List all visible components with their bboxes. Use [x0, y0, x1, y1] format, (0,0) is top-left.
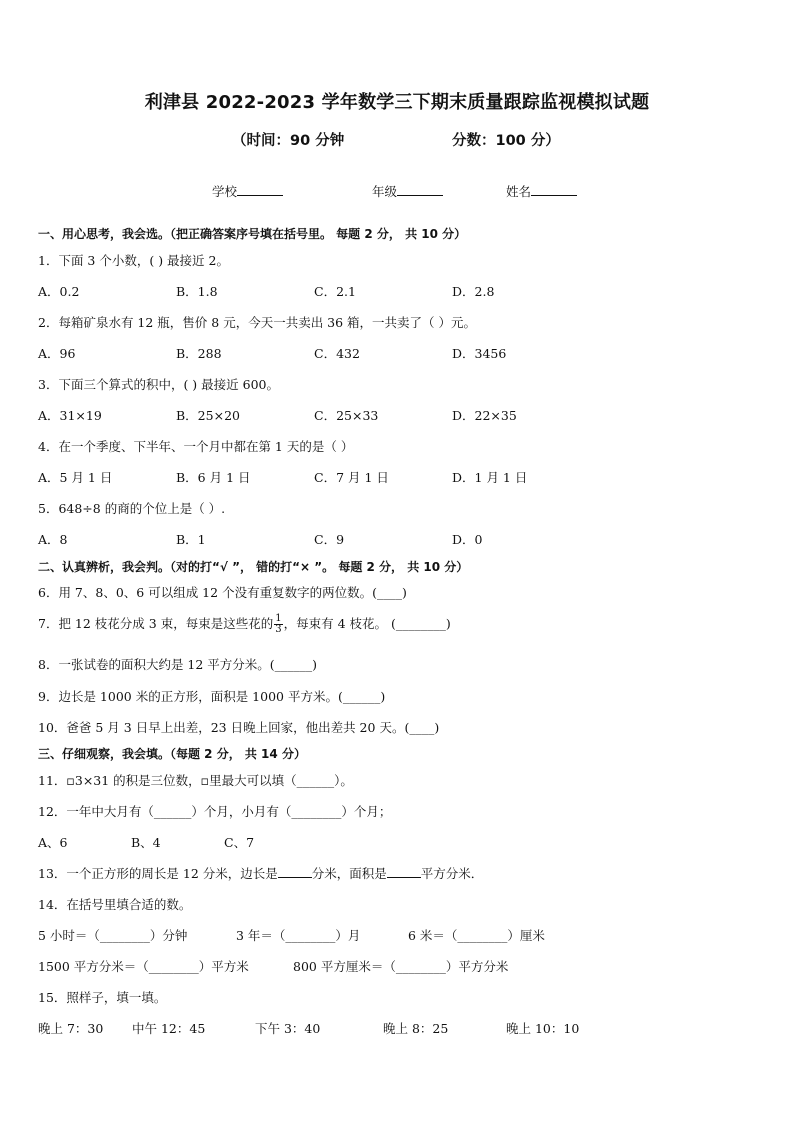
question-14: 14．在括号里填合适的数。	[38, 897, 192, 912]
grade-blank[interactable]	[397, 183, 443, 196]
q12-option-c[interactable]: C、7	[224, 835, 255, 850]
q15-time-5: 晚上 10：10	[506, 1021, 580, 1036]
grade-label: 年级	[372, 184, 398, 199]
q14-item-sq-cm: 800 平方厘米＝（________）平方分米	[293, 959, 509, 974]
q14-item-meters: 6 米＝（________）厘米	[408, 928, 545, 943]
q7-text-pre: 7．把 12 枝花分成 3 束，每束是这些花的	[38, 616, 274, 631]
school-blank[interactable]	[237, 183, 283, 196]
name-label: 姓名	[506, 184, 532, 199]
q13-text-post: 平方分米．	[420, 866, 484, 881]
q1-option-d[interactable]: D．2.8	[452, 284, 495, 299]
exam-score: 分数：100 分）	[452, 133, 560, 149]
question-2: 2．每箱矿泉水有 12 瓶，售价 8 元，今天一共卖出 36 箱，一共卖了（ ）元。	[38, 315, 477, 330]
question-6: 6．用 7、8、0、6 可以组成 12 个没有重复数字的两位数。(____)	[38, 585, 407, 600]
q5-option-b[interactable]: B．1	[176, 532, 206, 547]
page-title: 利津县 2022-2023 学年数学三下期末质量跟踪监视模拟试题	[144, 92, 650, 113]
q14-item-sq-dm: 1500 平方分米＝（________）平方米	[38, 959, 249, 974]
question-15: 15．照样子，填一填。	[38, 990, 167, 1005]
q5-option-c[interactable]: C．9	[314, 532, 345, 547]
q3-option-b[interactable]: B．25×20	[176, 408, 240, 423]
question-13	[38, 864, 483, 882]
q2-option-d[interactable]: D．3456	[452, 346, 507, 361]
question-7	[38, 614, 451, 635]
question-5: 5．648÷8 的商的个位上是（ ）.	[38, 501, 226, 516]
q3-option-a[interactable]: A．31×19	[38, 408, 102, 423]
name-blank[interactable]	[531, 183, 577, 196]
fraction-denominator: 3	[275, 624, 282, 635]
q13-text-mid: 分米，面积是	[311, 866, 387, 881]
q14-item-years: 3 年＝（________）月	[236, 928, 361, 943]
exam-time: （时间：90 分钟	[232, 133, 345, 149]
q1-option-b[interactable]: B．1.8	[176, 284, 218, 299]
school-label: 学校	[212, 184, 238, 199]
q12-option-a[interactable]: A、6	[38, 835, 68, 850]
q3-option-d[interactable]: D．22×35	[452, 408, 517, 423]
section-3-heading: 三、仔细观察，我会填。（每题 2 分， 共 14 分）	[38, 747, 306, 761]
q1-option-c[interactable]: C．2.1	[314, 284, 356, 299]
q7-text-post: ，每束有 4 枝花。 (________)	[283, 616, 451, 631]
question-11: 11．▫3×31 的积是三位数，▫里最大可以填（______）。	[38, 773, 353, 788]
fraction-one-third	[274, 614, 282, 635]
q15-time-3: 下午 3：40	[255, 1021, 321, 1036]
q2-option-c[interactable]: C．432	[314, 346, 360, 361]
question-1: 1．下面 3 个小数，( ) 最接近 2。	[38, 253, 229, 268]
question-4: 4．在一个季度、下半年、一个月中都在第 1 天的是（ ）	[38, 439, 354, 454]
q4-option-a[interactable]: A．5 月 1 日	[38, 470, 113, 485]
fraction-numerator: 1	[275, 613, 282, 624]
q1-option-a[interactable]: A．0.2	[38, 284, 80, 299]
q3-option-c[interactable]: C．25×33	[314, 408, 379, 423]
q15-time-1: 晚上 7：30	[38, 1021, 104, 1036]
question-9: 9．边长是 1000 米的正方形，面积是 1000 平方米。(______)	[38, 689, 386, 704]
q15-time-4: 晚上 8：25	[383, 1021, 449, 1036]
name-field[interactable]	[506, 182, 577, 200]
section-1-heading: 一、用心思考，我会选。（把正确答案序号填在括号里。 每题 2 分， 共 10 分）	[38, 227, 467, 241]
question-12: 12．一年中大月有（______）个月，小月有（________）个月；	[38, 804, 392, 819]
q14-item-hours: 5 小时＝（________）分钟	[38, 928, 188, 943]
q13-text-pre: 13．一个正方形的周长是 12 分米，边长是	[38, 866, 278, 881]
q2-option-b[interactable]: B．288	[176, 346, 222, 361]
q13-blank-area[interactable]	[387, 865, 421, 878]
q5-option-d[interactable]: D．0	[452, 532, 483, 547]
q4-option-b[interactable]: B．6 月 1 日	[176, 470, 251, 485]
question-10: 10．爸爸 5 月 3 日早上出差，23 日晚上回家，他出差共 20 天。(____)	[38, 720, 440, 735]
q2-option-a[interactable]: A．96	[38, 346, 76, 361]
q15-time-2: 中午 12：45	[132, 1021, 206, 1036]
school-field[interactable]	[212, 182, 283, 200]
q4-option-c[interactable]: C．7 月 1 日	[314, 470, 389, 485]
q13-blank-side[interactable]	[278, 865, 312, 878]
section-2-heading: 二、认真辨析，我会判。（对的打“√ ”， 错的打“× ”。 每题 2 分， 共 10 分）	[38, 560, 469, 574]
q12-option-b[interactable]: B、4	[131, 835, 161, 850]
q5-option-a[interactable]: A．8	[38, 532, 68, 547]
grade-field[interactable]	[372, 182, 443, 200]
q4-option-d[interactable]: D．1 月 1 日	[452, 470, 528, 485]
question-8: 8．一张试卷的面积大约是 12 平方分米。(______)	[38, 657, 318, 672]
question-3: 3．下面三个算式的积中，( ) 最接近 600。	[38, 377, 279, 392]
